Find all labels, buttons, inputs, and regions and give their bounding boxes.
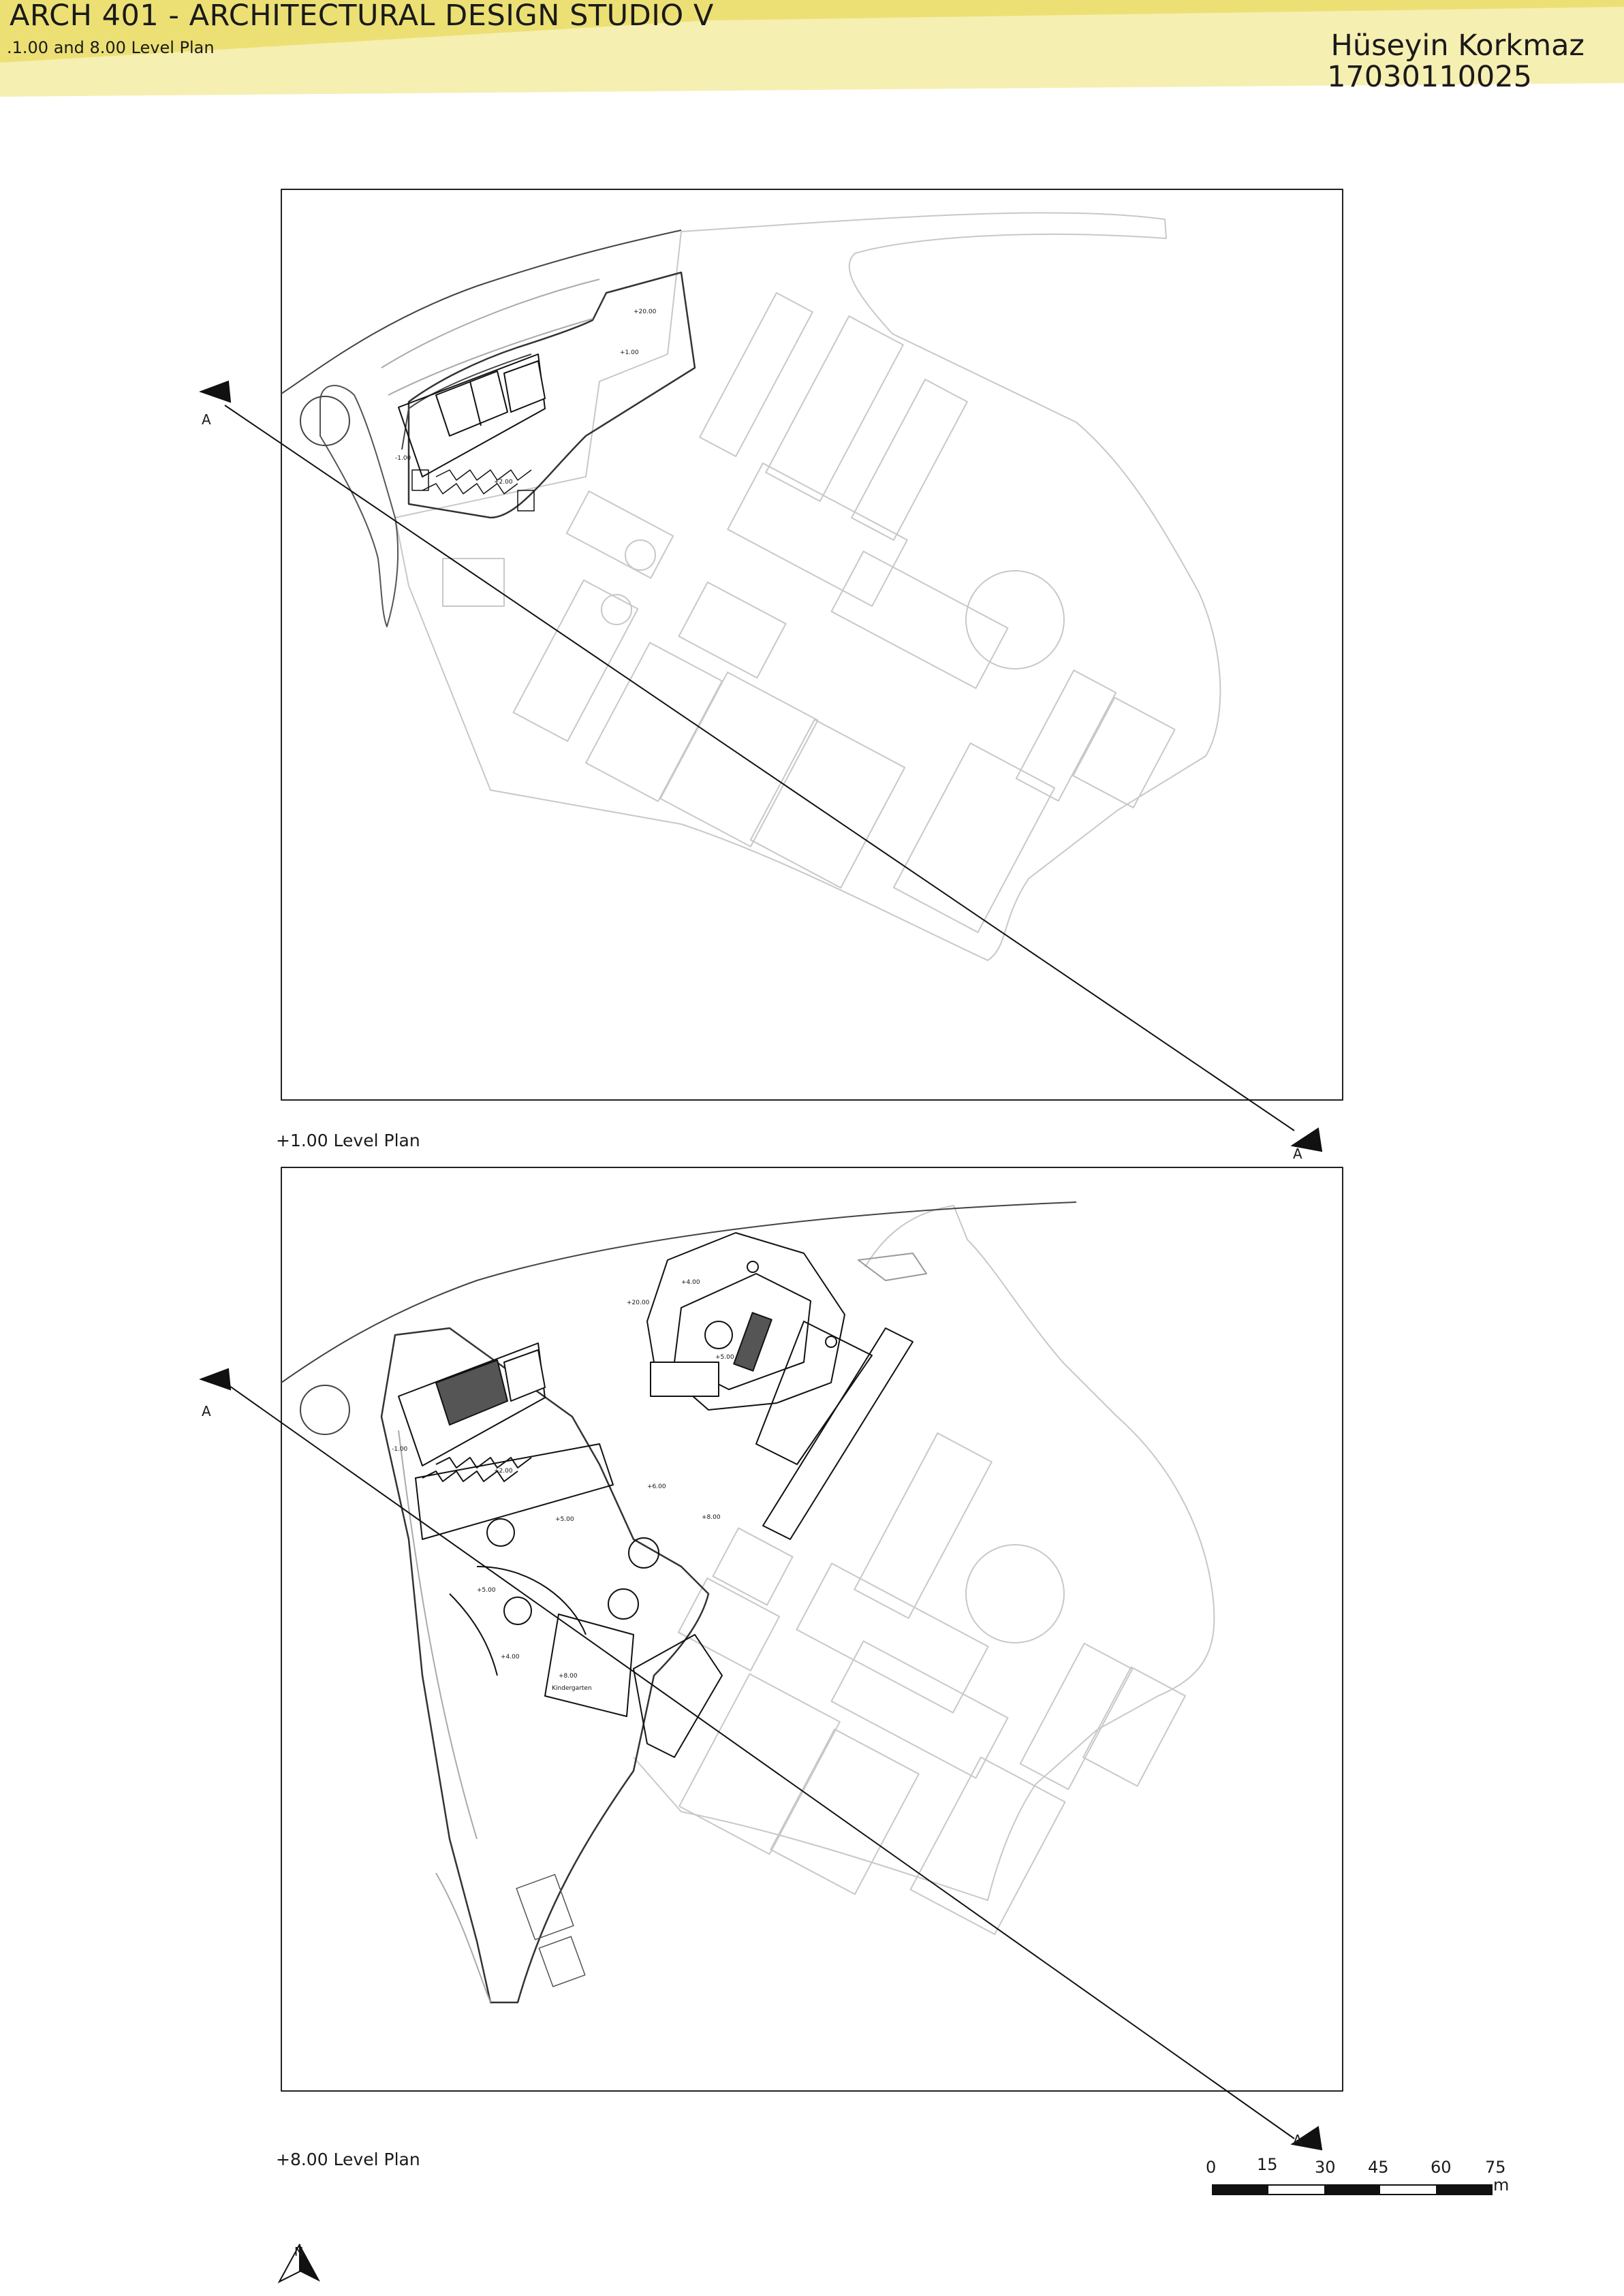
plan-caption: +8.00 Level Plan [276,2150,420,2169]
level-tag: -1.00 [395,455,411,462]
section-letter-a: A [1293,2132,1302,2148]
course-title: ARCH 401 - ARCHITECTURAL DESIGN STUDIO V [10,0,714,33]
student-id: 17030110025 [1327,60,1532,94]
level-tag: +5.00 [477,1587,496,1594]
level-tag: -1.00 [392,1446,408,1453]
level-tag: +20.00 [627,1300,650,1306]
plan-frame [281,189,1343,1100]
student-name: Hüseyin Korkmaz [1330,29,1584,63]
scale-label: 0 [1206,2158,1217,2177]
level-tag: +8.00 [559,1673,578,1680]
site-boundary [281,230,695,627]
existing-context [634,1206,1214,1934]
level-tag: +20.00 [634,309,657,315]
main-building [399,1343,613,1539]
plan-caption: +1.00 Level Plan [276,1131,420,1150]
plan-frame [281,1167,1343,2091]
level-tag: +2.00 [494,479,513,486]
scale-label: 15 [1257,2155,1278,2174]
level-tag: +4.00 [681,1279,700,1286]
scale-label: 75 [1485,2158,1506,2177]
scale-label: 30 [1315,2158,1336,2177]
level-tag: +8.00 [702,1514,721,1521]
lower-tail-buildings [516,1874,585,1987]
sheet-subtitle: .1.00 and 8.00 Level Plan [7,38,215,57]
stairs [412,470,534,511]
level-tag: +5.00 [715,1354,734,1361]
plan-level-8 [0,1158,1624,2160]
section-letter-a: A [202,411,211,428]
level-tag: +2.00 [494,1468,513,1475]
section-line-a [201,1369,1322,2150]
section-letter-a: A [202,1403,211,1419]
level-tag: +5.00 [555,1516,574,1523]
scale-unit: m [1493,2175,1510,2195]
kindergarten-label: Kindergarten [552,1685,592,1692]
section-marker-icon [201,381,230,402]
level-tag: +4.00 [501,1654,520,1661]
existing-context [395,213,1220,960]
section-marker-icon [201,1369,230,1389]
level-tag: +1.00 [620,349,639,356]
north-label: N [294,2245,304,2259]
section-letter-a: A [1293,1146,1302,1162]
section-line-a [201,381,1322,1151]
scale-bar [1206,2178,1519,2205]
level-tag: +6.00 [647,1483,666,1490]
scale-label: 45 [1368,2158,1389,2177]
main-building [399,354,545,477]
scale-label: 60 [1431,2158,1452,2177]
